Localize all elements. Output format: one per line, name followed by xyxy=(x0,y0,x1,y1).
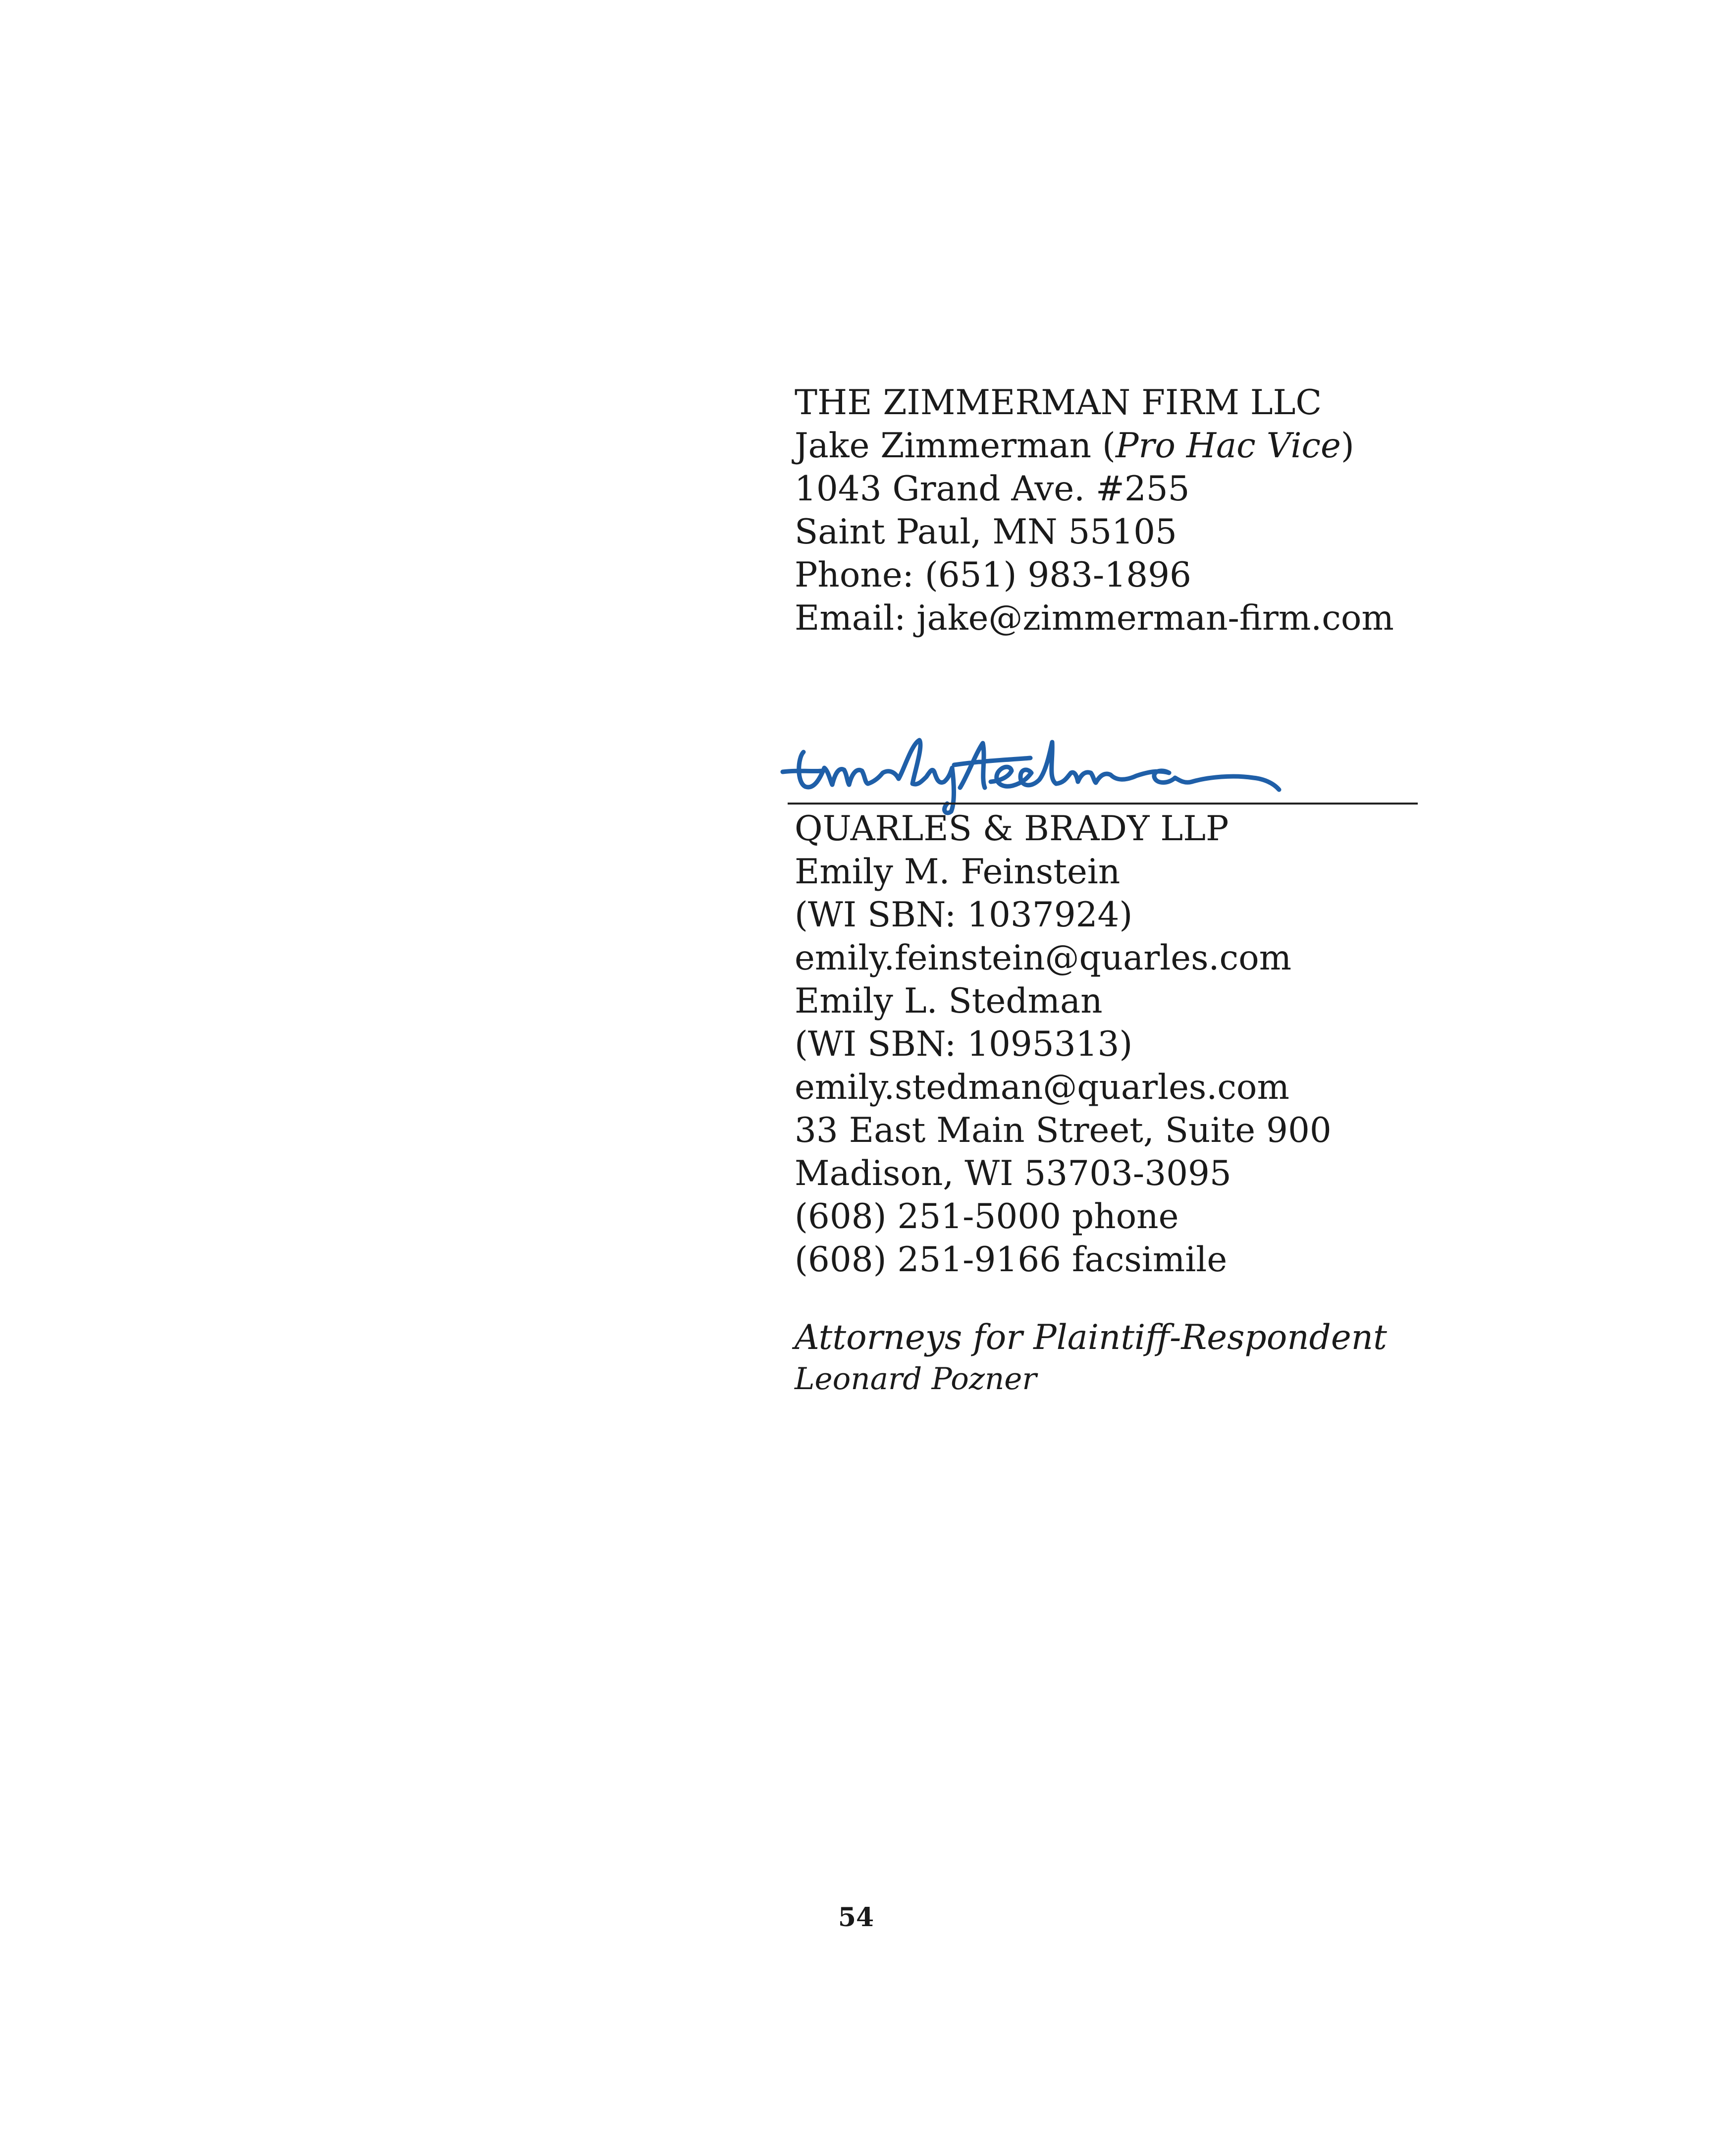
firm1-address-line2: Saint Paul, MN 55105 xyxy=(795,512,1177,552)
firm2-attorney1-name: Emily M. Feinstein xyxy=(795,852,1121,892)
firm1-attorney-name: Jake Zimmerman xyxy=(795,426,1092,466)
signature-area xyxy=(773,723,1417,817)
firm2-attorney2-email: emily.stedman@quarles.com xyxy=(795,1068,1289,1107)
firm1-name: THE ZIMMERMAN FIRM LLC xyxy=(795,383,1322,423)
firm2-fax: (608) 251-9166 facsimile xyxy=(795,1240,1228,1280)
firm1-signature-block xyxy=(795,381,1394,640)
firm2-attorney1-email: emily.feinstein@quarles.com xyxy=(795,938,1292,978)
page-number: 54 xyxy=(838,1902,874,1933)
firm1-phone: Phone: (651) 983-1896 xyxy=(795,555,1191,595)
firm1-email: Email: jake@zimmerman-firm.com xyxy=(795,598,1394,638)
firm2-signature-block xyxy=(795,808,1332,1282)
attorneys-for-block xyxy=(795,1317,1387,1400)
firm2-address-line1: 33 East Main Street, Suite 900 xyxy=(795,1111,1332,1150)
signature-line xyxy=(788,803,1418,805)
firm2-attorney1-sbn: (WI SBN: 1037924) xyxy=(795,895,1133,935)
firm2-attorney2-sbn: (WI SBN: 1095313) xyxy=(795,1024,1133,1064)
firm2-address-line2: Madison, WI 53703-3095 xyxy=(795,1154,1231,1193)
firm2-attorney2-name: Emily L. Stedman xyxy=(795,981,1103,1021)
firm1-attorney-designation: Pro Hac Vice xyxy=(1115,426,1341,466)
attorneys-for-line1: Attorneys for Plaintiff-Respondent xyxy=(795,1318,1387,1357)
firm1-address-line1: 1043 Grand Ave. #255 xyxy=(795,469,1190,509)
attorneys-for-client: Leonard Pozner xyxy=(795,1361,1037,1397)
firm2-phone: (608) 251-5000 phone xyxy=(795,1197,1179,1237)
firm2-name: QUARLES & BRADY LLP xyxy=(795,809,1229,849)
firm1-attorney-line: Jake Zimmerman (Pro Hac Vice) xyxy=(795,426,1354,466)
